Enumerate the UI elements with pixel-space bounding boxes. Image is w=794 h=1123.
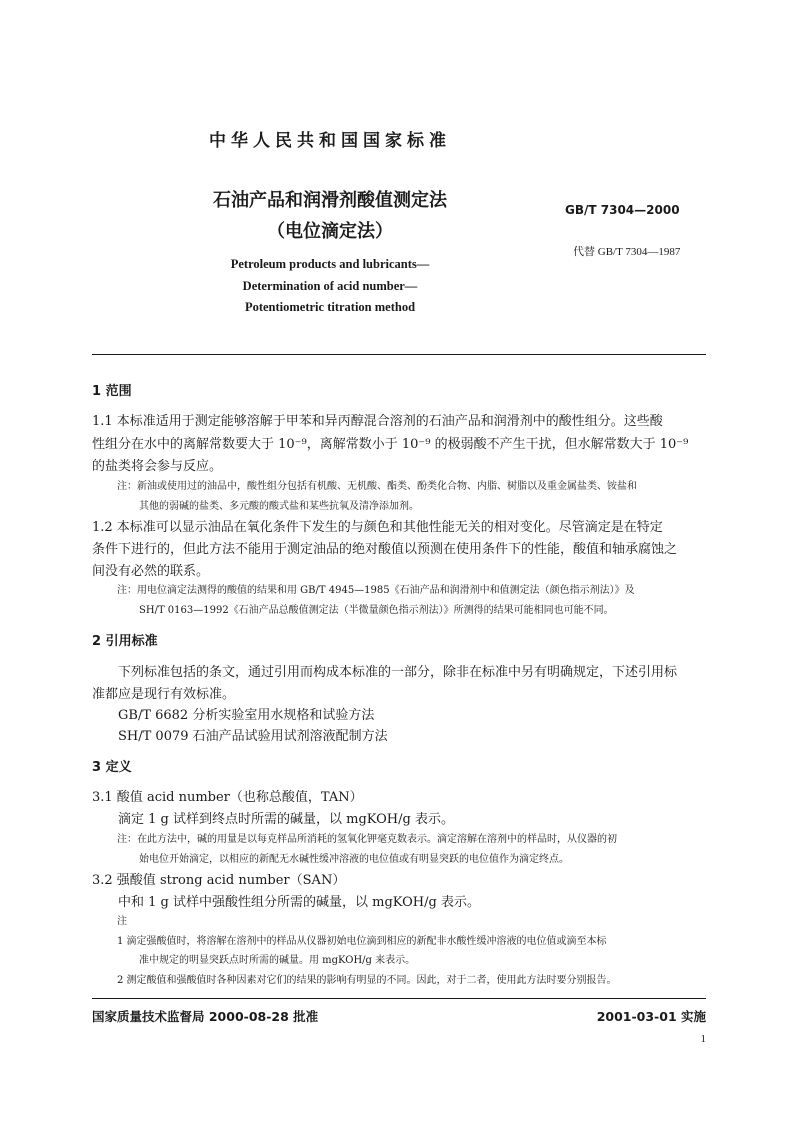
clause-1-1-line2: 性组分在水中的离解常数要大于 10⁻⁹，离解常数小于 10⁻⁹ 的极弱酸不产生干扰，但水解常数大于 10⁻⁹: [92, 437, 689, 452]
effective-date: 2001-03-01 实施: [596, 1009, 706, 1024]
definition-3-2-body: 中和 1 g 试样中强酸性组分所需的碱量，以 mgKOH/g 表示。: [118, 895, 480, 910]
note-3-1-line1: 注：在此方法中，碱的用量是以每克样品所消耗的氢氧化钾毫克数表示。滴定溶解在溶剂中的样品时，从仪器的初: [117, 834, 617, 845]
footer-divider: [92, 998, 706, 999]
standard-number: GB/T 7304—2000: [565, 203, 680, 217]
note-1-2-line1: 注：用电位滴定法测得的酸值的结果和用 GB/T 4945—1985《石油产品和润滑剂中和值测定法（颜色指示剂法）》及: [117, 585, 635, 596]
section-2-heading: 2 引用标准: [92, 634, 158, 649]
note-1-1-line1: 注：新油或使用过的油品中，酸性组分包括有机酸、无机酸、酯类、酚类化合物、内脂、树脂以及重金属盐类、铵盐和: [117, 481, 637, 492]
clause-1-2-line1: 1.2 本标准可以显示油品在氧化条件下发生的与颜色和其他性能无关的相对变化。尽管滴定是在特定: [92, 520, 663, 535]
clause-1-2-line3: 间没有必然的联系。: [92, 564, 210, 579]
national-standard-heading: 中华人民共和国国家标准: [209, 131, 451, 151]
section-2-para-line2: 准都应是现行有效标准。: [92, 687, 236, 702]
title-en-line2: Determination of acid number—: [242, 279, 418, 293]
definition-3-2-title: 3.2 强酸值 strong acid number（SAN）: [92, 873, 346, 888]
header-divider: [92, 354, 706, 355]
page-number: 1: [700, 1033, 706, 1045]
note-1-2-line2: SH/T 0163—1992《石油产品总酸值测定法（半微量颜色指示剂法）》所测得的结果可能相同也可能不同。: [139, 605, 614, 616]
approval-line: 国家质量技术监督局 2000-08-28 批准: [92, 1009, 319, 1024]
section-2-para-line1: 下列标准包括的条文，通过引用而构成本标准的一部分，除非在标准中另有明确规定，下述引用标: [118, 665, 678, 680]
title-en-line3: Potentiometric titration method: [244, 300, 416, 314]
note-3-1-line2: 始电位开始滴定，以相应的新配无水碱性缓冲溶液的电位值或有明显突跃的电位值作为滴定终点。: [139, 854, 569, 865]
title-cn-line1: 石油产品和润滑剂酸值测定法: [213, 190, 447, 211]
note-1-1-line2: 其他的弱碱的盐类、多元酸的酸式盐和某些抗氧及清净添加剂。: [139, 501, 419, 512]
clause-1-2-line2: 条件下进行的，但此方法不能用于测定油品的绝对酸值以预测在使用条件下的性能，酸值和轴承腐蚀之: [92, 542, 678, 557]
clause-1-1-line3: 的盐类将会参与反应。: [92, 459, 223, 474]
note-3-2-item1-line1: 1 滴定强酸值时，将溶解在溶剂中的样品从仪器初始电位滴到相应的新配非水酸性缓冲溶液的电位值或滴至本标: [117, 936, 607, 947]
reference-gb-t-6682: GB/T 6682 分析实验室用水规格和试验方法: [118, 708, 375, 723]
clause-1-1-line1: 1.1 本标准适用于测定能够溶解于甲苯和异丙醇混合溶剂的石油产品和润滑剂中的酸性组分。这些酸: [92, 414, 663, 429]
note-3-2-label: 注: [117, 916, 127, 927]
title-en-line1: Petroleum products and lubricants—: [230, 257, 430, 271]
section-3-heading: 3 定义: [92, 760, 132, 775]
note-3-2-item1-line2: 准中规定的明显突跃点时所需的碱量。用 mgKOH/g 来表示。: [139, 955, 416, 966]
note-3-2-item2: 2 测定酸值和强酸值时各种因素对它们的结果的影响有明显的不同。因此，对于二者，使用此方法时要分别报告。: [117, 975, 617, 986]
title-cn-line2: （电位滴定法）: [267, 221, 393, 242]
reference-sh-t-0079: SH/T 0079 石油产品试验用试剂溶液配制方法: [118, 729, 388, 744]
definition-3-1-title: 3.1 酸值 acid number（也称总酸值，TAN）: [92, 790, 363, 805]
definition-3-1-body: 滴定 1 g 试样到终点时所需的碱量，以 mgKOH/g 表示。: [118, 812, 454, 827]
replaces-standard: 代替 GB/T 7304—1987: [573, 246, 681, 258]
section-1-heading: 1 范围: [92, 384, 132, 399]
